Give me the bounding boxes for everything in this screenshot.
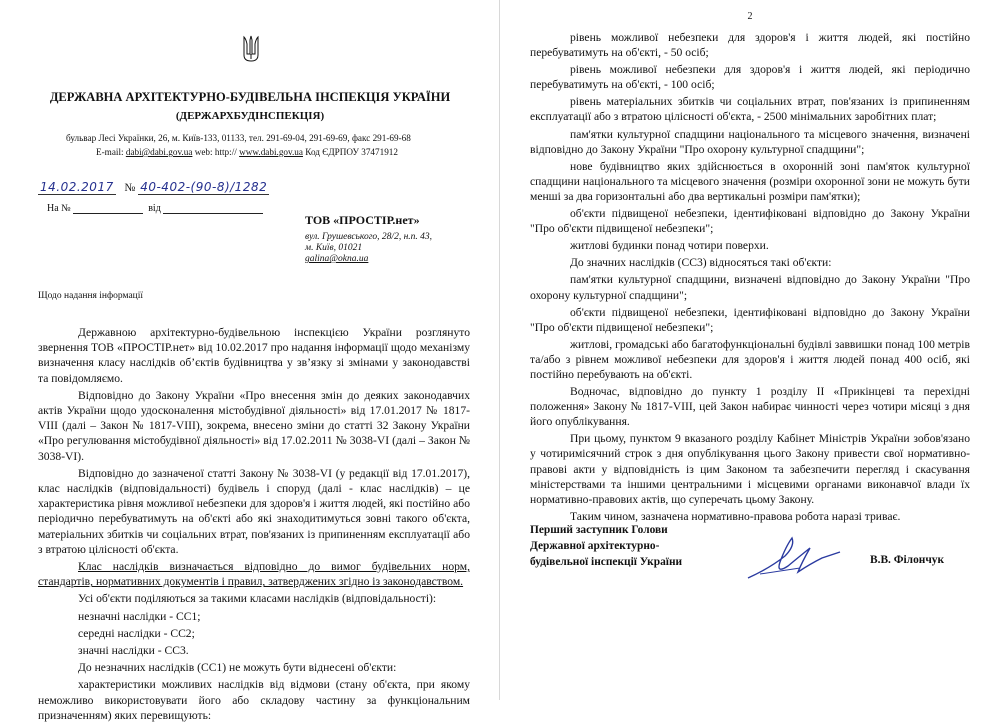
paragraph: Відповідно до зазначеної статті Закону № 3038-VI (у редакції від 17.01.2017), клас наслідків (відповідальності) будівель і споруд (далі - клас наслідків) – це характеристика рівня можливої небезпеки для здоров'я і життя людей, які постійно або періодично перебуватимуть на об'єкті або які знаходитимуться зовні такого об'єкта, матеріальних збитків чи соціальних втрат, пов'язаних із припиненням експлуатації або з втратою цілісності об'єкта. <box>38 466 470 556</box>
signatory-title-line: будівельної інспекції України <box>530 556 683 568</box>
paragraph: Таким чином, зазначена нормативно-правова робота наразі триває. <box>570 509 901 523</box>
paragraph: нове будівництво яких здійснюється в охоронній зоні пам'яток культурної спадщини національного та місцевого значення (розміри охоронної зони не можуть бути менші за два горизонтальні або два вертикальні розміри пам'ятки); <box>530 159 970 203</box>
list-item: середні наслідки - СС2; <box>78 626 195 640</box>
list-item: значні наслідки - СС3. <box>78 644 189 658</box>
paragraph: рівень можливої небезпеки для здоров'я і життя людей, які періодично перебуватимуть на об'єкті, - 100 осіб; <box>530 63 970 92</box>
incoming-number-blank <box>73 213 143 214</box>
paragraph: Державною архітектурно-будівельною інспекцією України розглянуто звернення ТОВ «ПРОСТІР.нет» від 10.02.2017 про надання інформації щодо механізму визначення класу наслідків об’єктів будівництва у зв’язку зі змінами у законодавстві та повідомляємо. <box>38 326 470 385</box>
edrpou-code: Код ЄДРПОУ 37471912 <box>305 147 398 157</box>
paragraph: об'єкти підвищеної небезпеки, ідентифіковані відповідно до Закону України "Про об'єкти підвищеної небезпеки"; <box>530 305 970 334</box>
letter-body-page-1 <box>38 325 470 725</box>
paragraph: Клас наслідків визначається відповідно до вимог будівельних норм, стандартів, нормативних документів і правил, затверджених згідно із законодавством. <box>38 560 470 589</box>
org-address: бульвар Лесі Українки, 26, м. Київ-133, 01133, тел. 291-69-04, 291-69-69, факс 291-69-68 <box>66 133 411 143</box>
incoming-number <box>47 203 263 214</box>
addressee-block <box>305 213 432 265</box>
addressee-email[interactable]: galina@okna.ua <box>305 254 369 264</box>
email-label: E-mail: <box>96 147 124 157</box>
paragraph: При цьому, пунктом 9 вказаного розділу Кабінет Міністрів України зобов'язано у чотиримісячний строк з дня опублікування цього Закону привести свої нормативно-правові акти у відповідність із цим Законом та забезпечити перегляд і скасування міністерствами та іншими центральними і місцевими органами виконавчої влади їх нормативно-правових актів, що суперечать цьому Закону. <box>530 432 970 506</box>
paragraph: Відповідно до Закону України «Про внесення змін до деяких законодавчих актів України щодо удосконалення містобудівної діяльності» від 17.01.2017 № 1817-VIII (далі – Закон № 1817-VIII), зокрема, внесено зміни до статті 32 Закону України «Про регулювання містобудівної діяльності» від 17.02.2011 № 3038-VI (далі – Закон № 3038-VI). <box>38 388 470 463</box>
signatory-name: В.В. Філончук <box>870 554 945 566</box>
incoming-from-label: від <box>148 203 161 214</box>
signatory-title-line: Державної архітектурно- <box>530 540 660 552</box>
paragraph: До незначних наслідків (СС1) не можуть бути віднесені об'єкти: <box>78 661 397 675</box>
org-abbreviation: (ДЕРЖАРХБУДІНСПЕКЦІЯ) <box>175 110 325 122</box>
page-1 <box>0 0 500 722</box>
paragraph: Водночас, відповідно до пункту 1 розділу II «Прикінцеві та перехідні положення» Закону № 1817-VIII, цей Закон набирає чинності через чотири місяці з дня його опублікування. <box>530 385 970 429</box>
web-link[interactable]: www.dabi.gov.ua <box>239 147 303 157</box>
list-item: незначні наслідки - СС1; <box>78 609 201 623</box>
paragraph: Усі об'єкти поділяються за такими класами наслідків (відповідальності): <box>78 592 437 606</box>
outgoing-number-label: № <box>124 182 136 194</box>
paragraph: рівень можливої небезпеки для здоров'я і життя людей, які постійно перебуватимуть на об'єкті, - 50 осіб; <box>530 31 970 60</box>
paragraph: об'єкти підвищеної небезпеки, ідентифіковані відповідно до Закону України "Про об'єкти підвищеної небезпеки"; <box>530 207 970 236</box>
outgoing-number <box>38 180 269 194</box>
web-label: web: http:// <box>194 147 237 157</box>
incoming-label: На № <box>47 203 71 214</box>
paragraph: житлові, громадські або багатофункціональні будівлі заввишки понад 100 метрів та/або з рівнем можливої небезпеки для здоров'я і життя людей понад 400 осіб, які постійно перебувають на об'єкті. <box>530 337 970 381</box>
paragraph: рівень матеріальних збитків чи соціальних втрат, пов'язаних із припиненням експлуатації або з втратою цілісності об'єкта, - 2500 мінімальних заробітних плат; <box>530 95 970 124</box>
paragraph: До значних наслідків (СС3) відносяться такі об'єкти: <box>570 256 832 270</box>
paragraph: пам'ятки культурної спадщини, визначені відповідно до Закону України "Про охорону культурної спадщини"; <box>530 273 970 302</box>
org-title: ДЕРЖАВНА АРХІТЕКТУРНО-БУДІВЕЛЬНА ІНСПЕКЦІЯ УКРАЇНИ <box>49 90 451 104</box>
trident-emblem-icon <box>243 35 259 63</box>
signatory-title <box>530 522 682 570</box>
letter-body-page-2 <box>530 30 970 526</box>
signature-scribble-icon <box>740 528 850 588</box>
page-2 <box>500 0 1000 700</box>
addressee-name: ТОВ «ПРОСТІР.нет» <box>305 213 420 227</box>
signatory-title-line: Перший заступник Голови <box>530 524 668 536</box>
outgoing-number-value: 40-402-(90-8)/1282 <box>140 180 268 194</box>
incoming-date-blank <box>163 213 263 214</box>
addressee-street: вул. Грушевського, 28/2, н.п. 43, <box>305 232 433 242</box>
outgoing-date: 14.02.2017 <box>40 180 114 194</box>
paragraph: характеристики можливих наслідків від відмови (стану об'єкта, при якому неможливо використовувати його або складову частину за функціональним призначенням) яких перевищують: <box>38 678 470 722</box>
paragraph: житлові будинки понад чотири поверхи. <box>570 239 769 253</box>
paragraph: пам'ятки культурної спадщини національного та місцевого значення, визначені відповідно до Закону України "Про охорону культурної спадщини"; <box>530 127 970 156</box>
email-link[interactable]: dabi@dabi.gov.ua <box>125 147 193 157</box>
addressee-city: м. Київ, 01021 <box>305 243 363 253</box>
org-contacts <box>96 147 398 157</box>
page-number: 2 <box>747 11 753 22</box>
subject-line: Щодо надання інформації <box>38 291 144 301</box>
